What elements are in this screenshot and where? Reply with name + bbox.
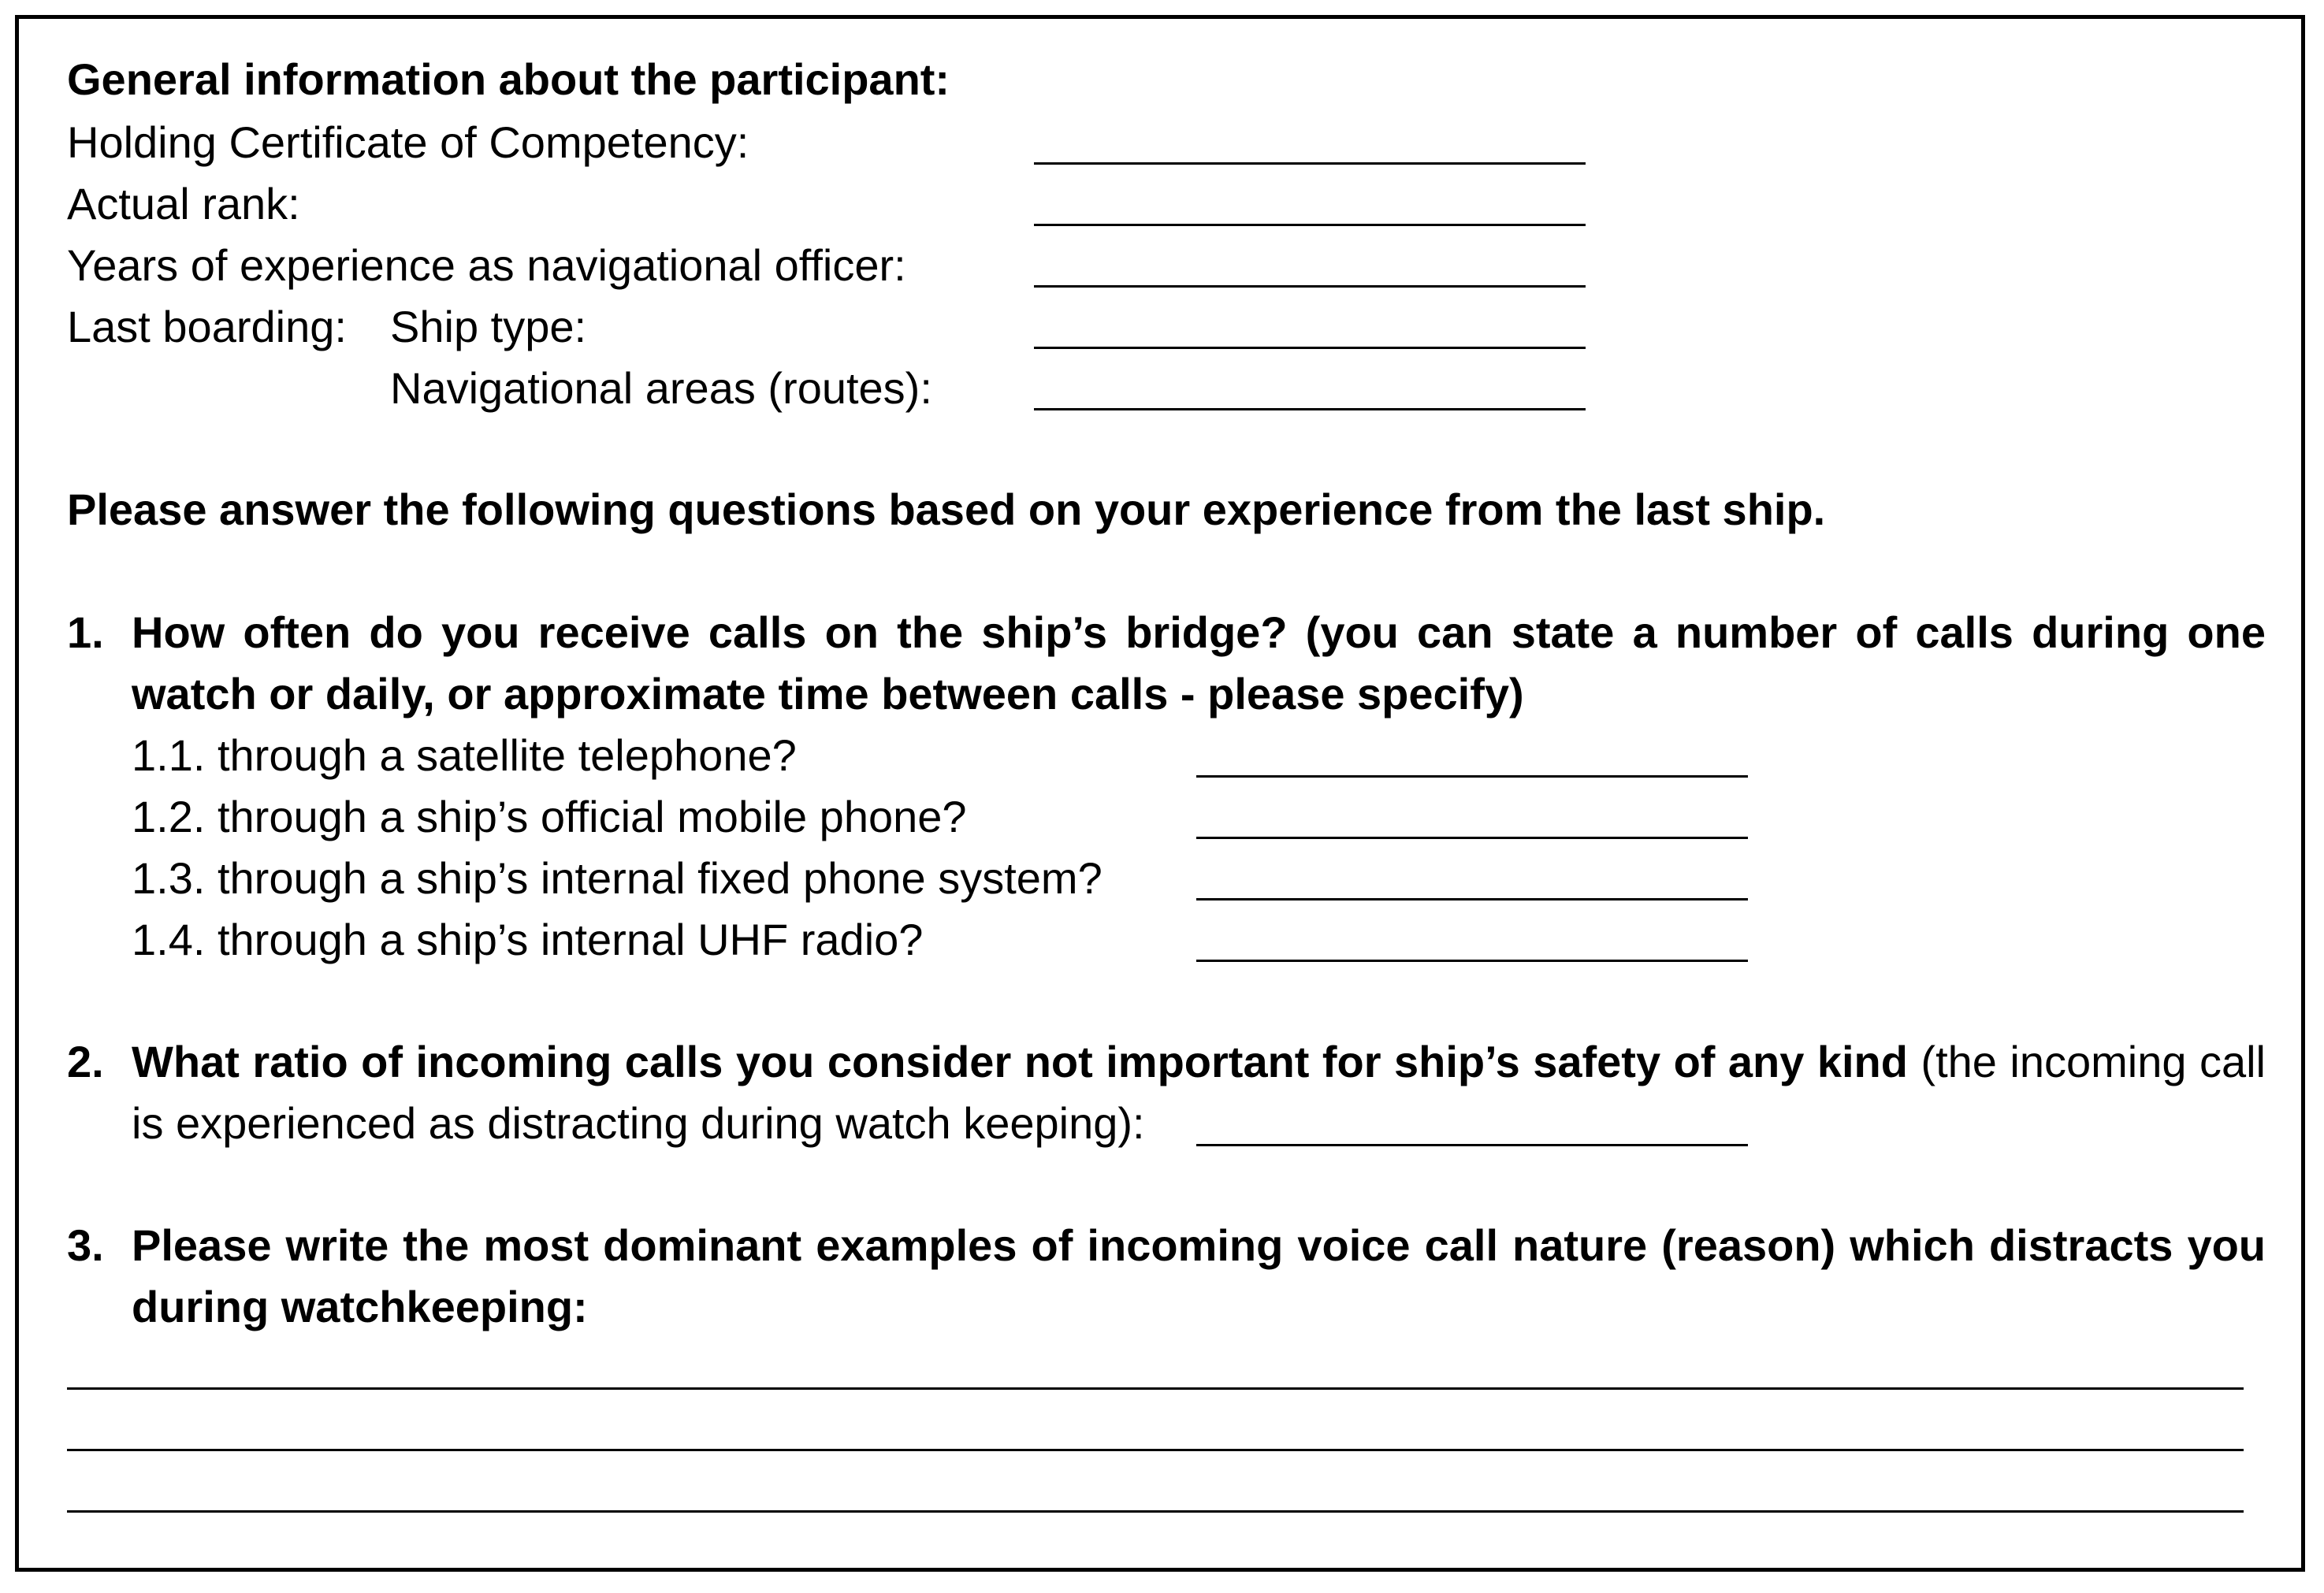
experience-label: Years of experience as navigational officer:: [67, 240, 906, 290]
q1-item-3-blank[interactable]: [1196, 898, 1748, 900]
q1-item-3: 1.3. through a ship’s internal fixed phone system?: [132, 853, 1103, 903]
q1-number: 1.: [67, 607, 104, 657]
rank-label: Actual rank:: [67, 179, 300, 228]
instruction-text: Please answer the following questions based on your experience from the last ship.: [67, 485, 1826, 534]
q2-text: [132, 1031, 2266, 1154]
nav-areas-blank[interactable]: [1034, 408, 1586, 410]
q3-answer-line-3[interactable]: [67, 1510, 2244, 1513]
q1-text: How often do you receive calls on the ship’s bridge? (you can state a number of calls during one watch or daily, or approximate time between calls - please specify): [132, 607, 2266, 719]
q1-item-2: 1.2. through a ship’s official mobile phone?: [132, 792, 967, 841]
experience-blank[interactable]: [1034, 285, 1586, 288]
ship-type-blank[interactable]: [1034, 347, 1586, 349]
q2-blank[interactable]: [1196, 1144, 1748, 1146]
q3-text: Please write the most dominant examples of incoming voice call nature (reason) which distracts you during watchkeeping:: [132, 1220, 2266, 1331]
q1-item-1-blank[interactable]: [1196, 775, 1748, 778]
q1-item-4-blank[interactable]: [1196, 960, 1748, 962]
q3-number: 3.: [67, 1220, 104, 1270]
last-boarding-label: Last boarding:: [67, 302, 347, 351]
q2-bold-text: What ratio of incoming calls you consider not important for ship’s safety of any kind: [132, 1037, 1908, 1086]
q3-answer-line-2[interactable]: [67, 1449, 2244, 1451]
q1-item-1: 1.1. through a satellite telephone?: [132, 730, 797, 780]
rank-blank[interactable]: [1034, 224, 1586, 226]
certificate-blank[interactable]: [1034, 162, 1586, 165]
nav-areas-label: Navigational areas (routes):: [390, 363, 932, 413]
q1-item-2-blank[interactable]: [1196, 837, 1748, 839]
q3-answer-line-1[interactable]: [67, 1387, 2244, 1390]
general-heading: General information about the participant:: [67, 54, 950, 104]
q2-normal-text: (the incoming call is experienced as distracting during watch keeping):: [132, 1037, 2266, 1148]
q2-number: 2.: [67, 1037, 104, 1086]
certificate-label: Holding Certificate of Competency:: [67, 117, 749, 167]
q1-item-4: 1.4. through a ship’s internal UHF radio?: [132, 915, 924, 964]
ship-type-label: Ship type:: [390, 302, 587, 351]
